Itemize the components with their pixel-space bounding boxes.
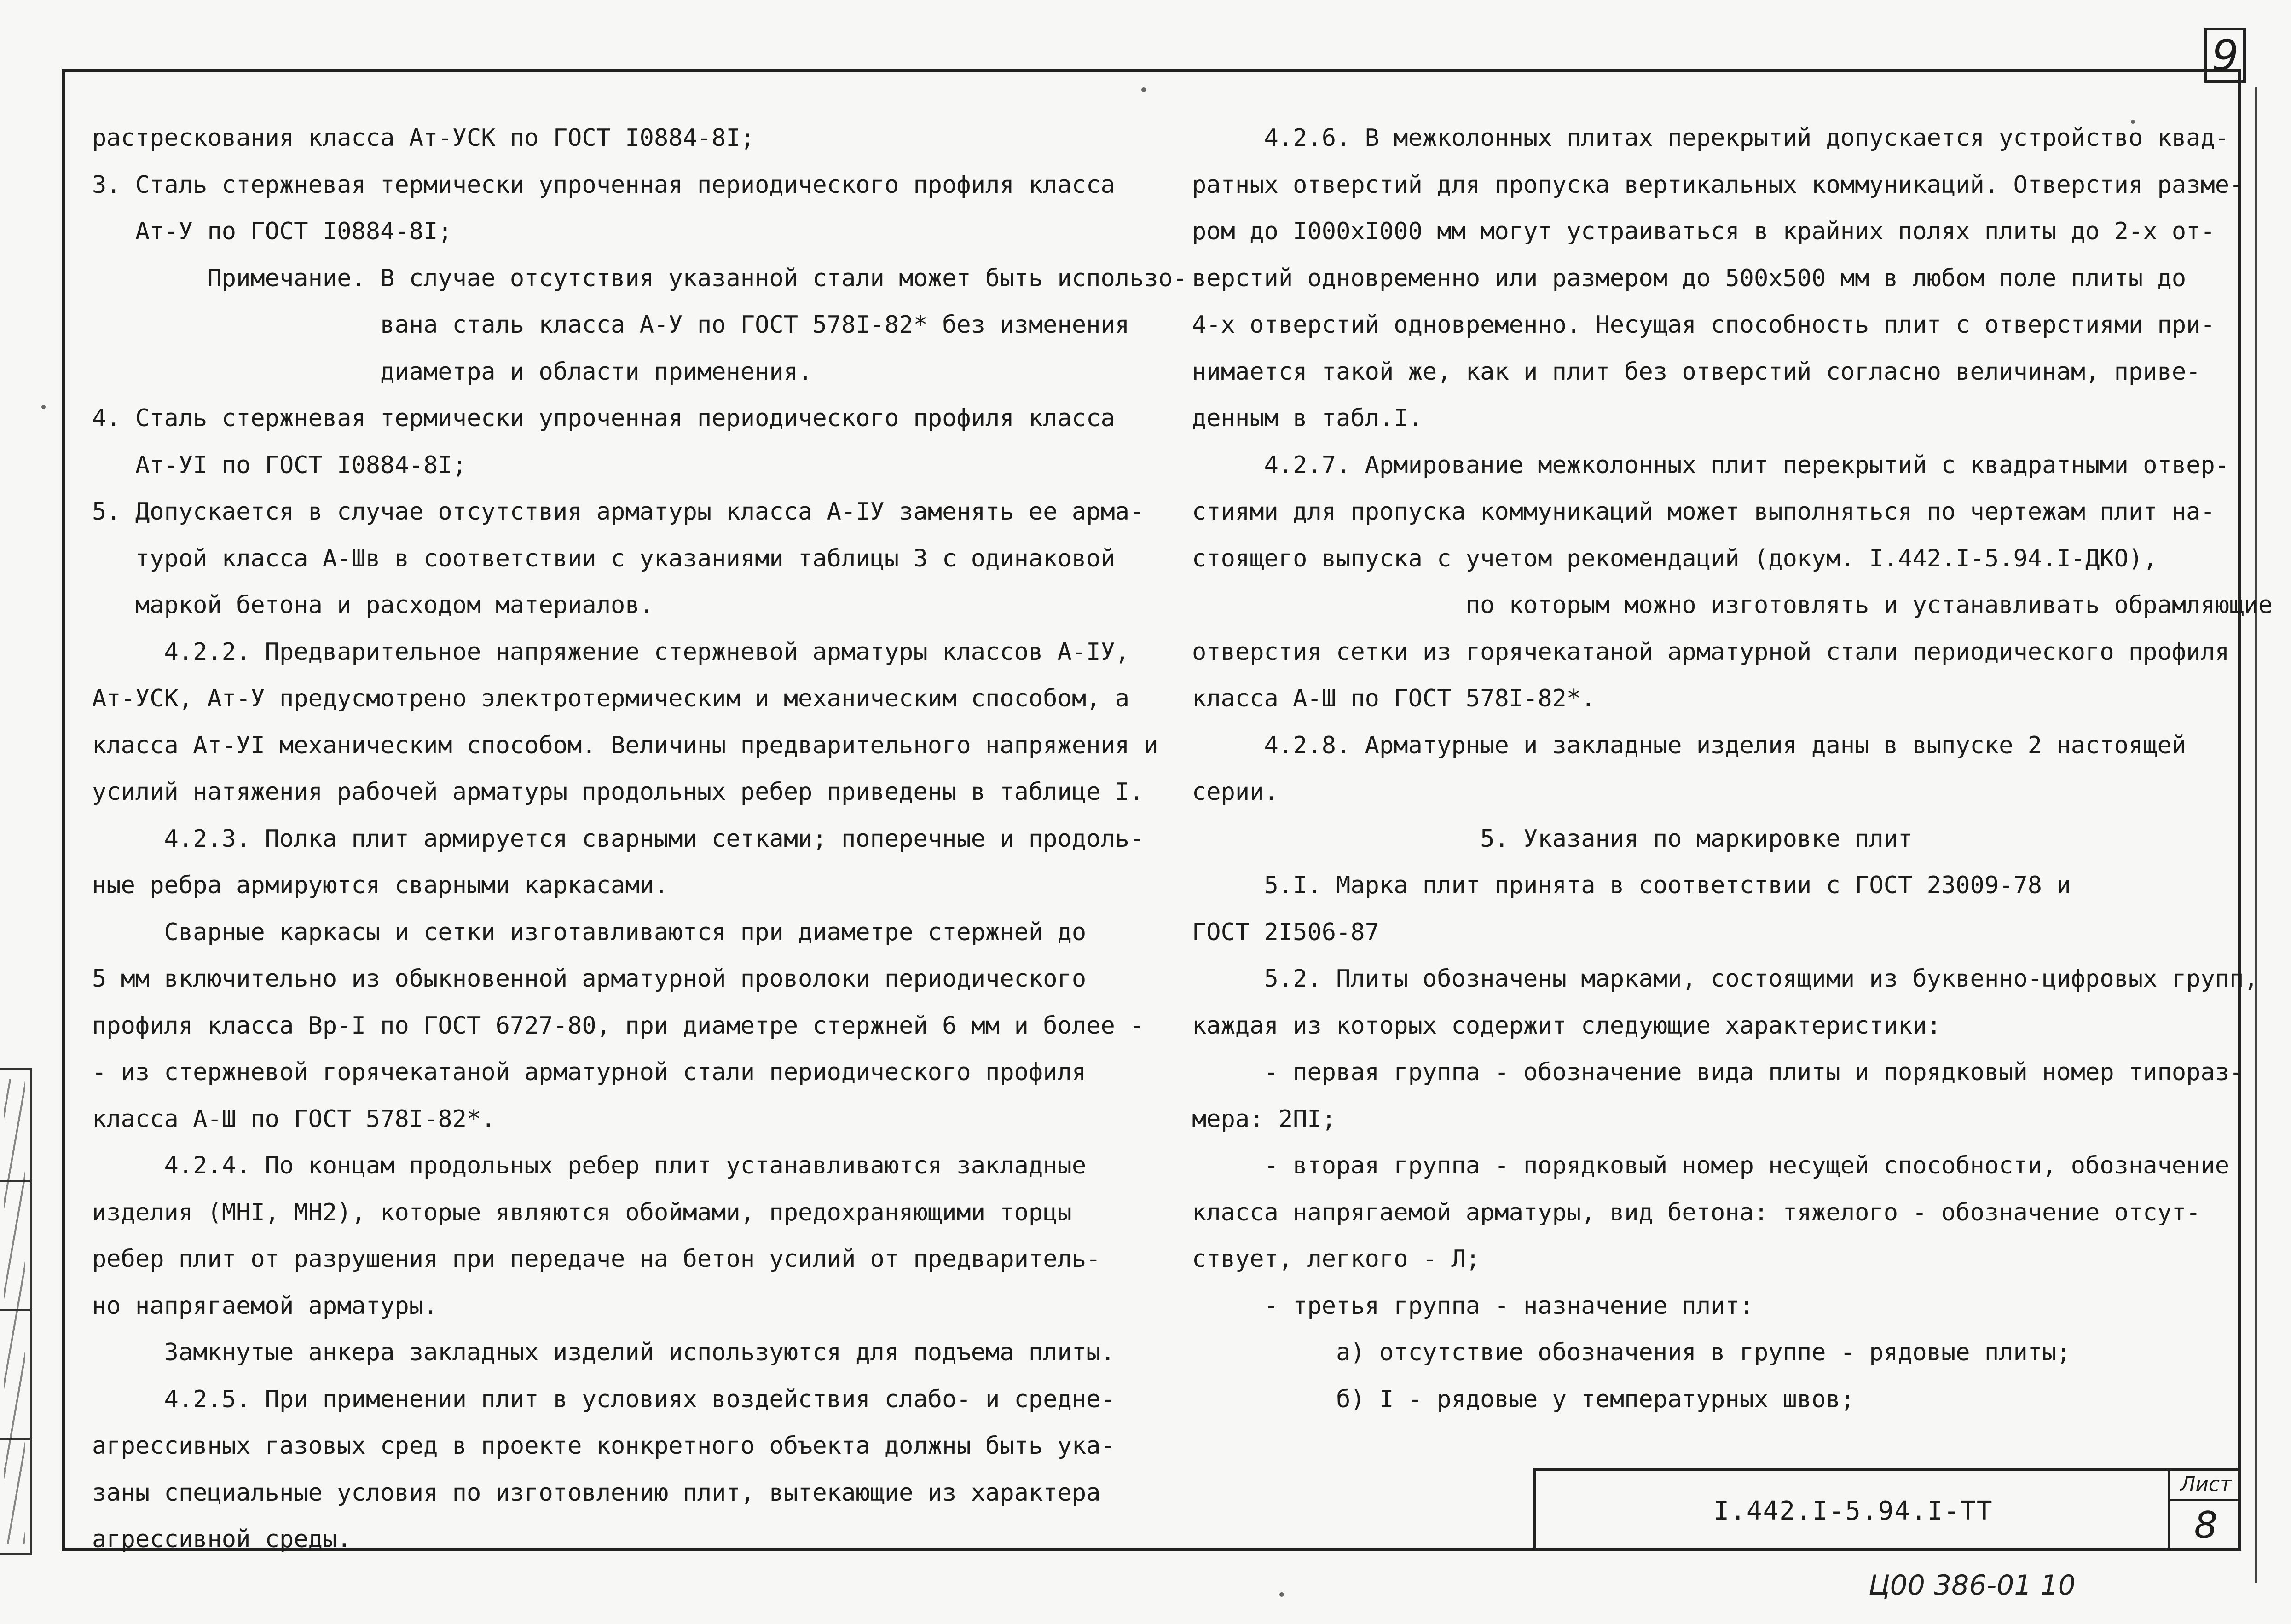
text-line: мера: 2ПI; xyxy=(1192,1105,1336,1133)
text-line: стиями для пропуска коммуникаций может выполняться по чертежам плит на- xyxy=(1192,498,2215,526)
text-line: Сварные каркасы и сетки изготавливаются при диаметре стержней до xyxy=(92,918,1087,946)
page-number-top: 9 xyxy=(2204,28,2246,83)
text-line: 3. Сталь стержневая термически упроченная периодического профиля класса xyxy=(92,171,1115,199)
side-stamp-strip xyxy=(0,1068,32,1555)
text-line: профиля класса Вр-I по ГОСТ 6727-80, при диаметре стержней 6 мм и более - xyxy=(92,1011,1144,1040)
left-text-column xyxy=(92,115,1187,1563)
text-line: маркой бетона и расходом материалов. xyxy=(92,591,654,619)
text-line: 4.2.4. По концам продольных ребер плит устанавливаются закладные xyxy=(92,1152,1087,1179)
text-line: б) I - рядовые у температурных швов; xyxy=(1192,1385,1855,1413)
text-line: 4.2.7. Армирование межколонных плит перекрытий с квадратными отвер- xyxy=(1192,451,2230,479)
text-line: а) отсутствие обозначения в группе - рядовые плиты; xyxy=(1192,1339,2071,1366)
text-line: каждая из которых содержит следующие характеристики: xyxy=(1192,1011,1941,1040)
text-line: класса Ат-УI механическим способом. Величины предварительного напряжения и xyxy=(92,731,1158,759)
scan-speck xyxy=(41,405,46,409)
text-line: - вторая группа - порядковый номер несущей способности, обозначение xyxy=(1192,1152,2230,1179)
text-line: 5. Допускается в случае отсутствия арматуры класса А-IУ заменять ее арма- xyxy=(92,498,1144,526)
text-line: 5. Указания по маркировке плит xyxy=(1192,825,1913,853)
text-line: серии. xyxy=(1192,778,1279,806)
sheet-label: Лист xyxy=(2170,1471,2241,1501)
text-line: 5.I. Марка плит принята в соответствии с ГОСТ 23009-78 и xyxy=(1192,872,2071,899)
text-line: ГОСТ 2I506-87 xyxy=(1192,918,1379,946)
text-line: по которым можно изготовлять и устанавливать обрамляющие xyxy=(1192,591,2273,619)
text-line: Ат-УI по ГОСТ I0884-8I; xyxy=(92,451,467,479)
text-line: ром до I000хI000 мм могут устраиваться в крайних полях плиты до 2-х от- xyxy=(1192,218,2215,245)
right-text-column xyxy=(1192,115,2273,1423)
text-line: класса А-Ш по ГОСТ 578I-82*. xyxy=(1192,685,1596,712)
text-line: турой класса А-Шв в соответствии с указаниями таблицы 3 с одинаковой xyxy=(92,544,1115,572)
text-line: вана сталь класса А-У по ГОСТ 578I-82* без изменения xyxy=(92,311,1130,339)
text-line: - первая группа - обозначение вида плиты и порядковый номер типораз- xyxy=(1192,1058,2244,1086)
scan-speck xyxy=(1279,1592,1284,1597)
text-line: диаметра и области применения. xyxy=(92,358,813,386)
outer-border-line xyxy=(2255,87,2257,1583)
text-line: растрескования класса Ат-УСК по ГОСТ I0884-8I; xyxy=(92,124,755,152)
text-line: класса напрягаемой арматуры, вид бетона: тяжелого - обозначение отсут- xyxy=(1192,1198,2201,1226)
text-line: ратных отверстий для пропуска вертикальных коммуникаций. Отверстия разме- xyxy=(1192,171,2244,199)
text-line: Ат-У по ГОСТ I0884-8I; xyxy=(92,218,452,245)
text-line: верстий одновременно или размером до 500х500 мм в любом поле плиты до xyxy=(1192,264,2187,292)
text-line: но напрягаемой арматуры. xyxy=(92,1292,438,1320)
title-block xyxy=(1533,1468,2241,1551)
text-line: ребер плит от разрушения при передаче на бетон усилий от предваритель- xyxy=(92,1245,1101,1273)
text-line: стоящего выпуска с учетом рекомендаций (докум. I.442.I-5.94.I-ДКО), xyxy=(1192,544,2158,572)
text-line: усилий натяжения рабочей арматуры продольных ребер приведены в таблице I. xyxy=(92,778,1144,806)
side-stamp-handwriting xyxy=(4,1079,25,1544)
text-line: 4.2.3. Полка плит армируется сварными сетками; поперечные и продоль- xyxy=(92,825,1144,853)
text-line: ные ребра армируются сварными каркасами. xyxy=(92,872,669,899)
text-line: денным в табл.I. xyxy=(1192,405,1423,432)
text-line: - из стержневой горячекатаной арматурной стали периодического профиля xyxy=(92,1058,1087,1086)
text-line: Примечание. В случае отсутствия указанной стали может быть использо- xyxy=(92,264,1187,292)
text-line: нимается такой же, как и плит без отверстий согласно величинам, приве- xyxy=(1192,358,2201,386)
text-line: агрессивных газовых сред в проекте конкретного объекта должны быть ука- xyxy=(92,1432,1115,1460)
text-line: ствует, легкого - Л; xyxy=(1192,1245,1481,1273)
text-line: 4.2.8. Арматурные и закладные изделия даны в выпуске 2 настоящей xyxy=(1192,731,2187,759)
text-line: отверстия сетки из горячекатаной арматурной стали периодического профиля xyxy=(1192,638,2230,666)
text-line: 4.2.5. При применении плит в условиях воздействия слабо- и средне- xyxy=(92,1385,1115,1413)
text-line: заны специальные условия по изготовлению плит, вытекающие из характера xyxy=(92,1479,1101,1507)
sheet-cell xyxy=(2168,1471,2241,1551)
text-line: класса А-Ш по ГОСТ 578I-82*. xyxy=(92,1105,496,1133)
text-line: 4. Сталь стержневая термически упроченная периодического профиля класса xyxy=(92,405,1115,432)
scan-speck xyxy=(2131,120,2135,124)
scan-speck xyxy=(1141,87,1146,92)
sheet-number: 8 xyxy=(2194,1504,2218,1547)
text-line: 4.2.6. В межколонных плитах перекрытий допускается устройство квад- xyxy=(1192,124,2230,152)
document-code: I.442.I-5.94.I-ТТ xyxy=(1713,1496,1993,1526)
text-line: 4-х отверстий одновременно. Несущая способность плит с отверстиями при- xyxy=(1192,311,2215,339)
text-line: Ат-УСК, Ат-У предусмотрено электротермическим и механическим способом, а xyxy=(92,685,1130,712)
archive-number: Ц00 386-01 10 xyxy=(1869,1569,2076,1601)
text-line: агрессивной среды. xyxy=(92,1526,352,1553)
text-line: Замкнутые анкера закладных изделий используются для подъема плиты. xyxy=(92,1339,1115,1366)
text-line: изделия (МНI, МН2), которые являются обоймами, предохраняющими торцы xyxy=(92,1198,1072,1226)
text-line: 5 мм включительно из обыкновенной арматурной проволоки периодического xyxy=(92,965,1087,993)
text-line: 4.2.2. Предварительное напряжение стержневой арматуры классов А-IУ, xyxy=(92,638,1130,666)
text-line: - третья группа - назначение плит: xyxy=(1192,1292,1754,1320)
text-line: 5.2. Плиты обозначены марками, состоящими из буквенно-цифровых групп, xyxy=(1192,965,2258,993)
